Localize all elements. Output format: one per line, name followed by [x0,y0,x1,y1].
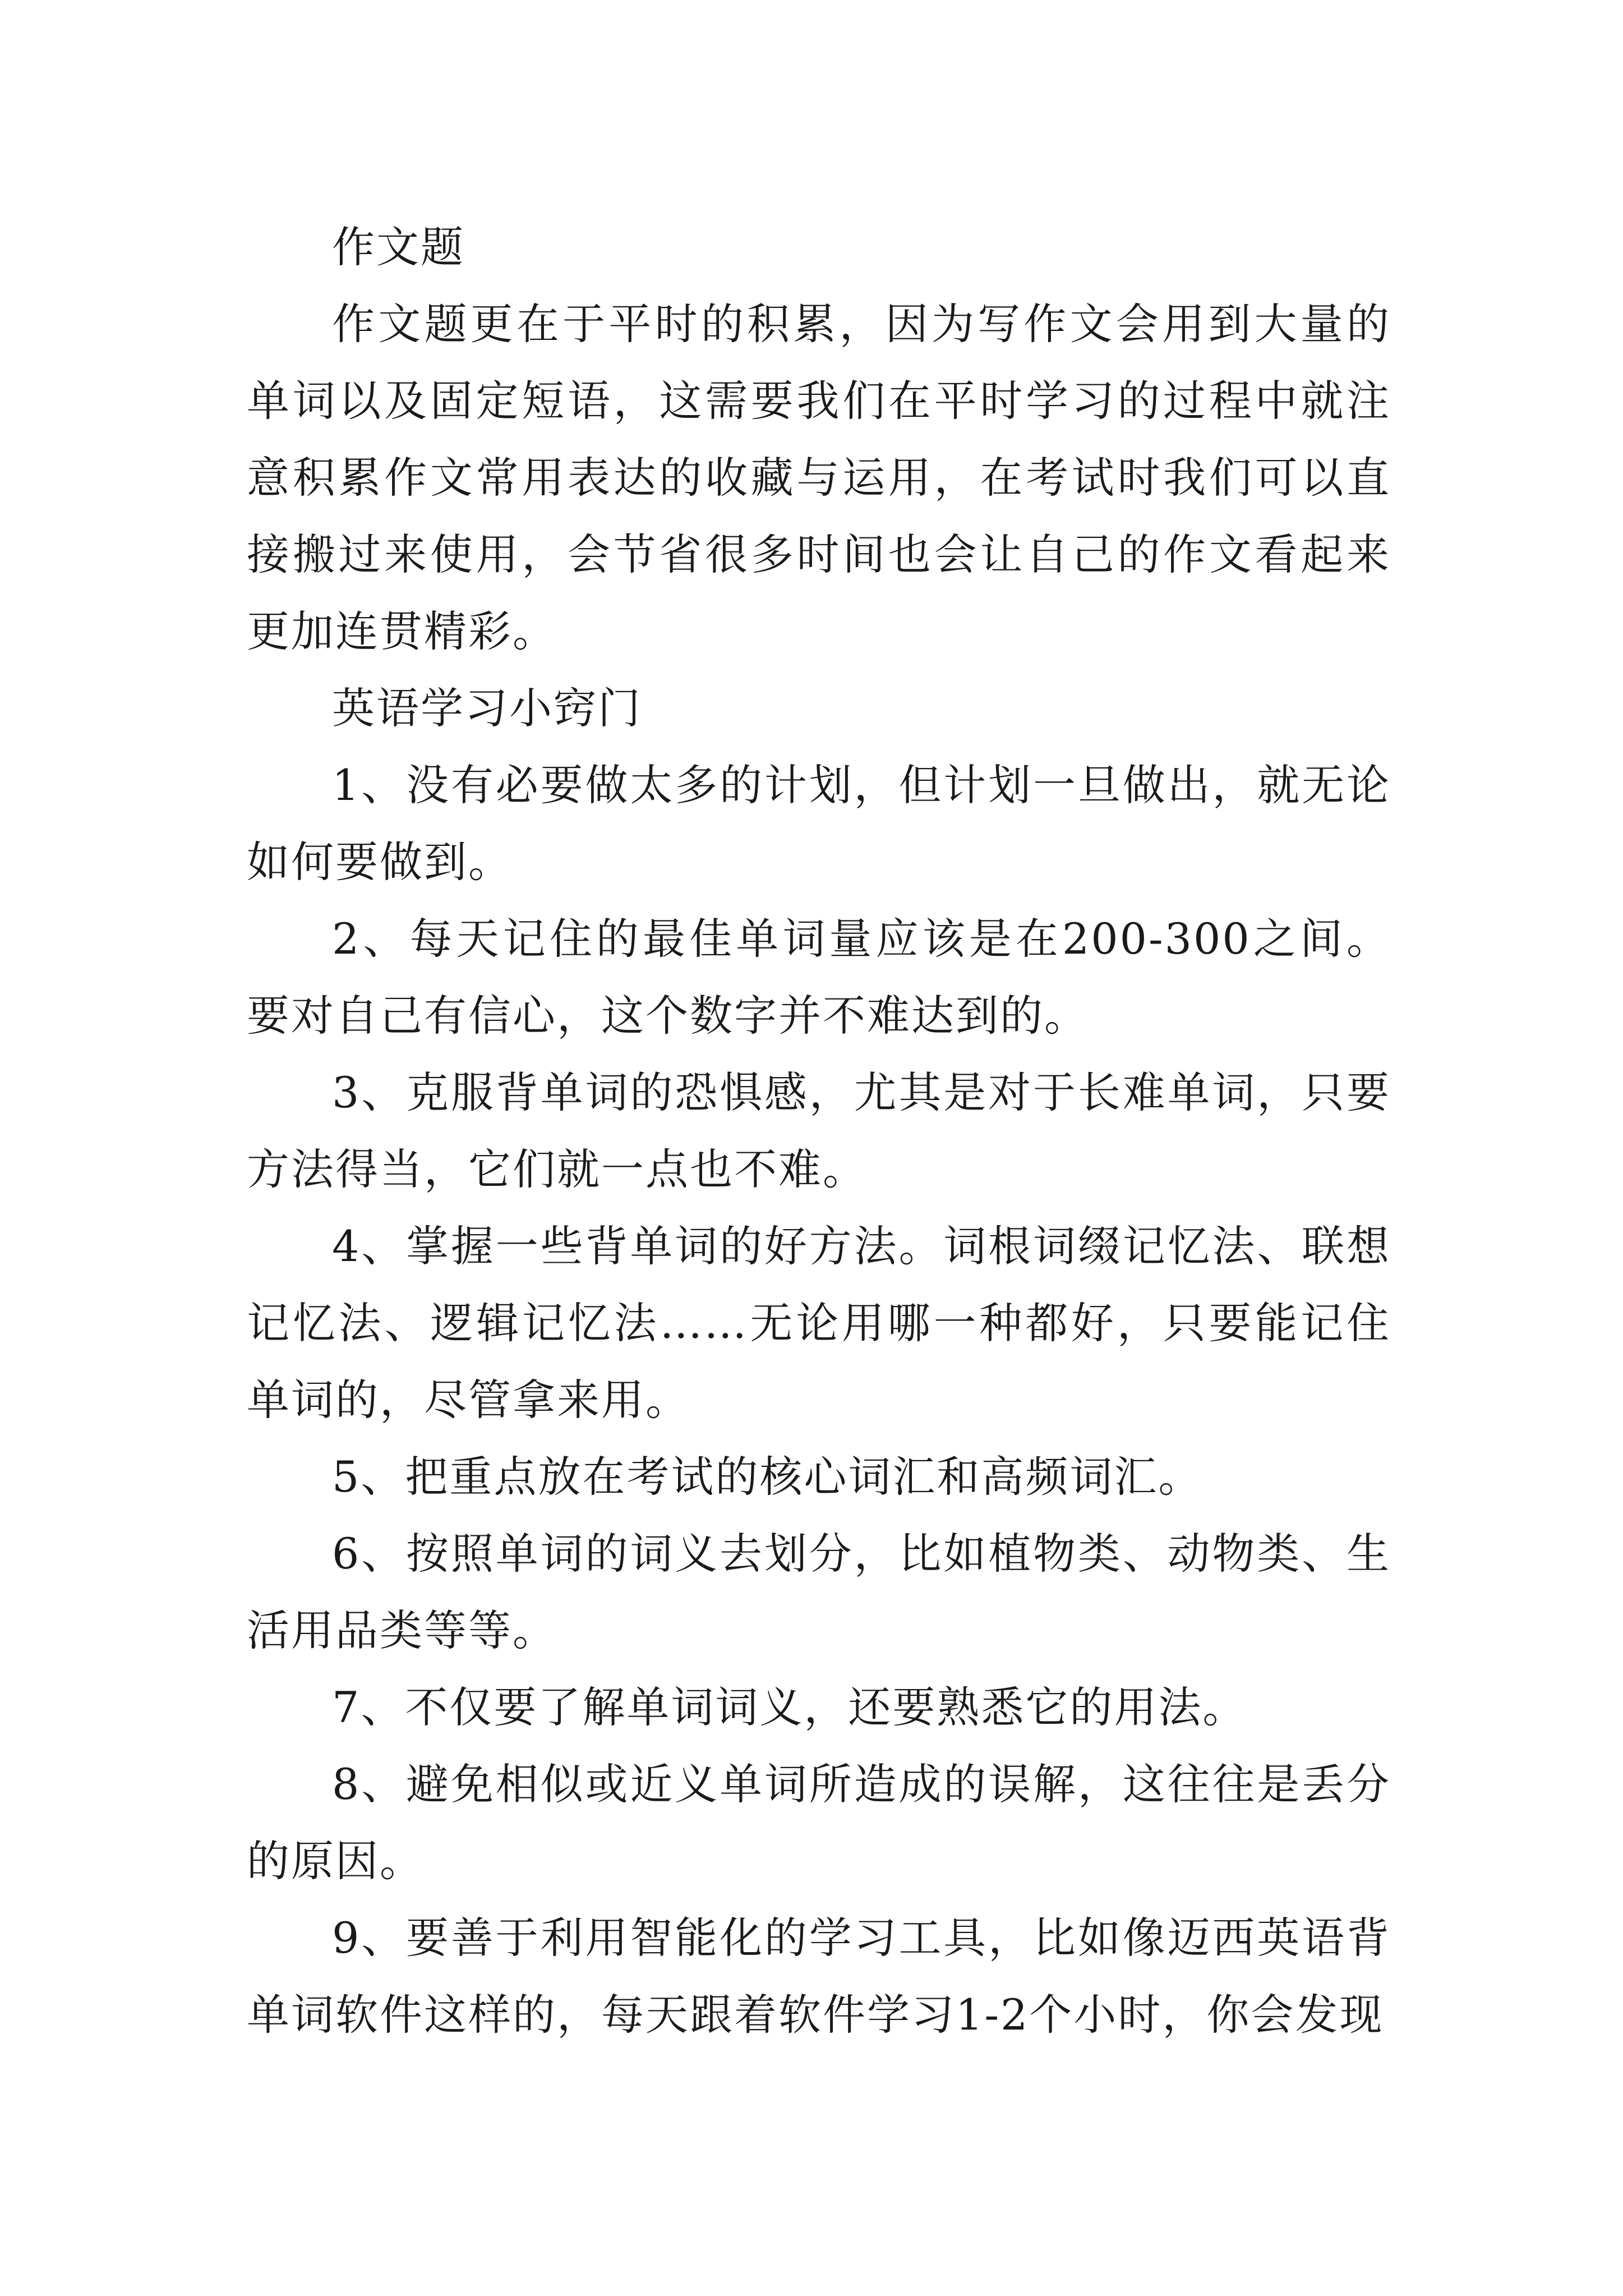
list-item-3: 3、克服背单词的恐惧感，尤其是对于长难单词，只要方法得当，它们就一点也不难。 [247,1068,1391,1194]
list-item-6: 6、按照单词的词义去划分，比如植物类、动物类、生活用品类等等。 [247,1529,1391,1655]
list-item-2: 2、每天记住的最佳单词量应该是在200-300之间。要对自己有信心，这个数字并不难达到的。 [247,914,1391,1041]
list-item-8: 8、避免相似或近义单词所造成的误解，这往往是丢分的原因。 [247,1759,1391,1886]
section-heading-tips: 英语学习小窍门 [332,683,642,733]
paragraph-essay-tip: 作文题更在于平时的积累，因为写作文会用到大量的单词以及固定短语，这需要我们在平时学习的过程中就注意积累作文常用表达的收藏与运用，在考试时我们可以直接搬过来使用，会节省很多时间也会让自己的作文看起来更加连贯精彩。 [247,299,1391,656]
list-item-1: 1、没有必要做太多的计划，但计划一旦做出，就无论如何要做到。 [247,760,1391,887]
list-item-9: 9、要善于利用智能化的学习工具，比如像迈西英语背单词软件这样的，每天跟着软件学习1-2个小时，你会发现 [247,1913,1391,2040]
list-item-4: 4、掌握一些背单词的好方法。词根词缀记忆法、联想记忆法、逻辑记忆法……无论用哪一种都好，只要能记住单词的，尽管拿来用。 [247,1221,1391,1425]
list-item-7: 7、不仅要了解单词词义，还要熟悉它的用法。 [332,1682,1247,1732]
section-heading-essay: 作文题 [332,222,465,272]
list-item-5: 5、把重点放在考试的核心词汇和高频词汇。 [332,1452,1203,1502]
document-body [247,209,1391,2053]
